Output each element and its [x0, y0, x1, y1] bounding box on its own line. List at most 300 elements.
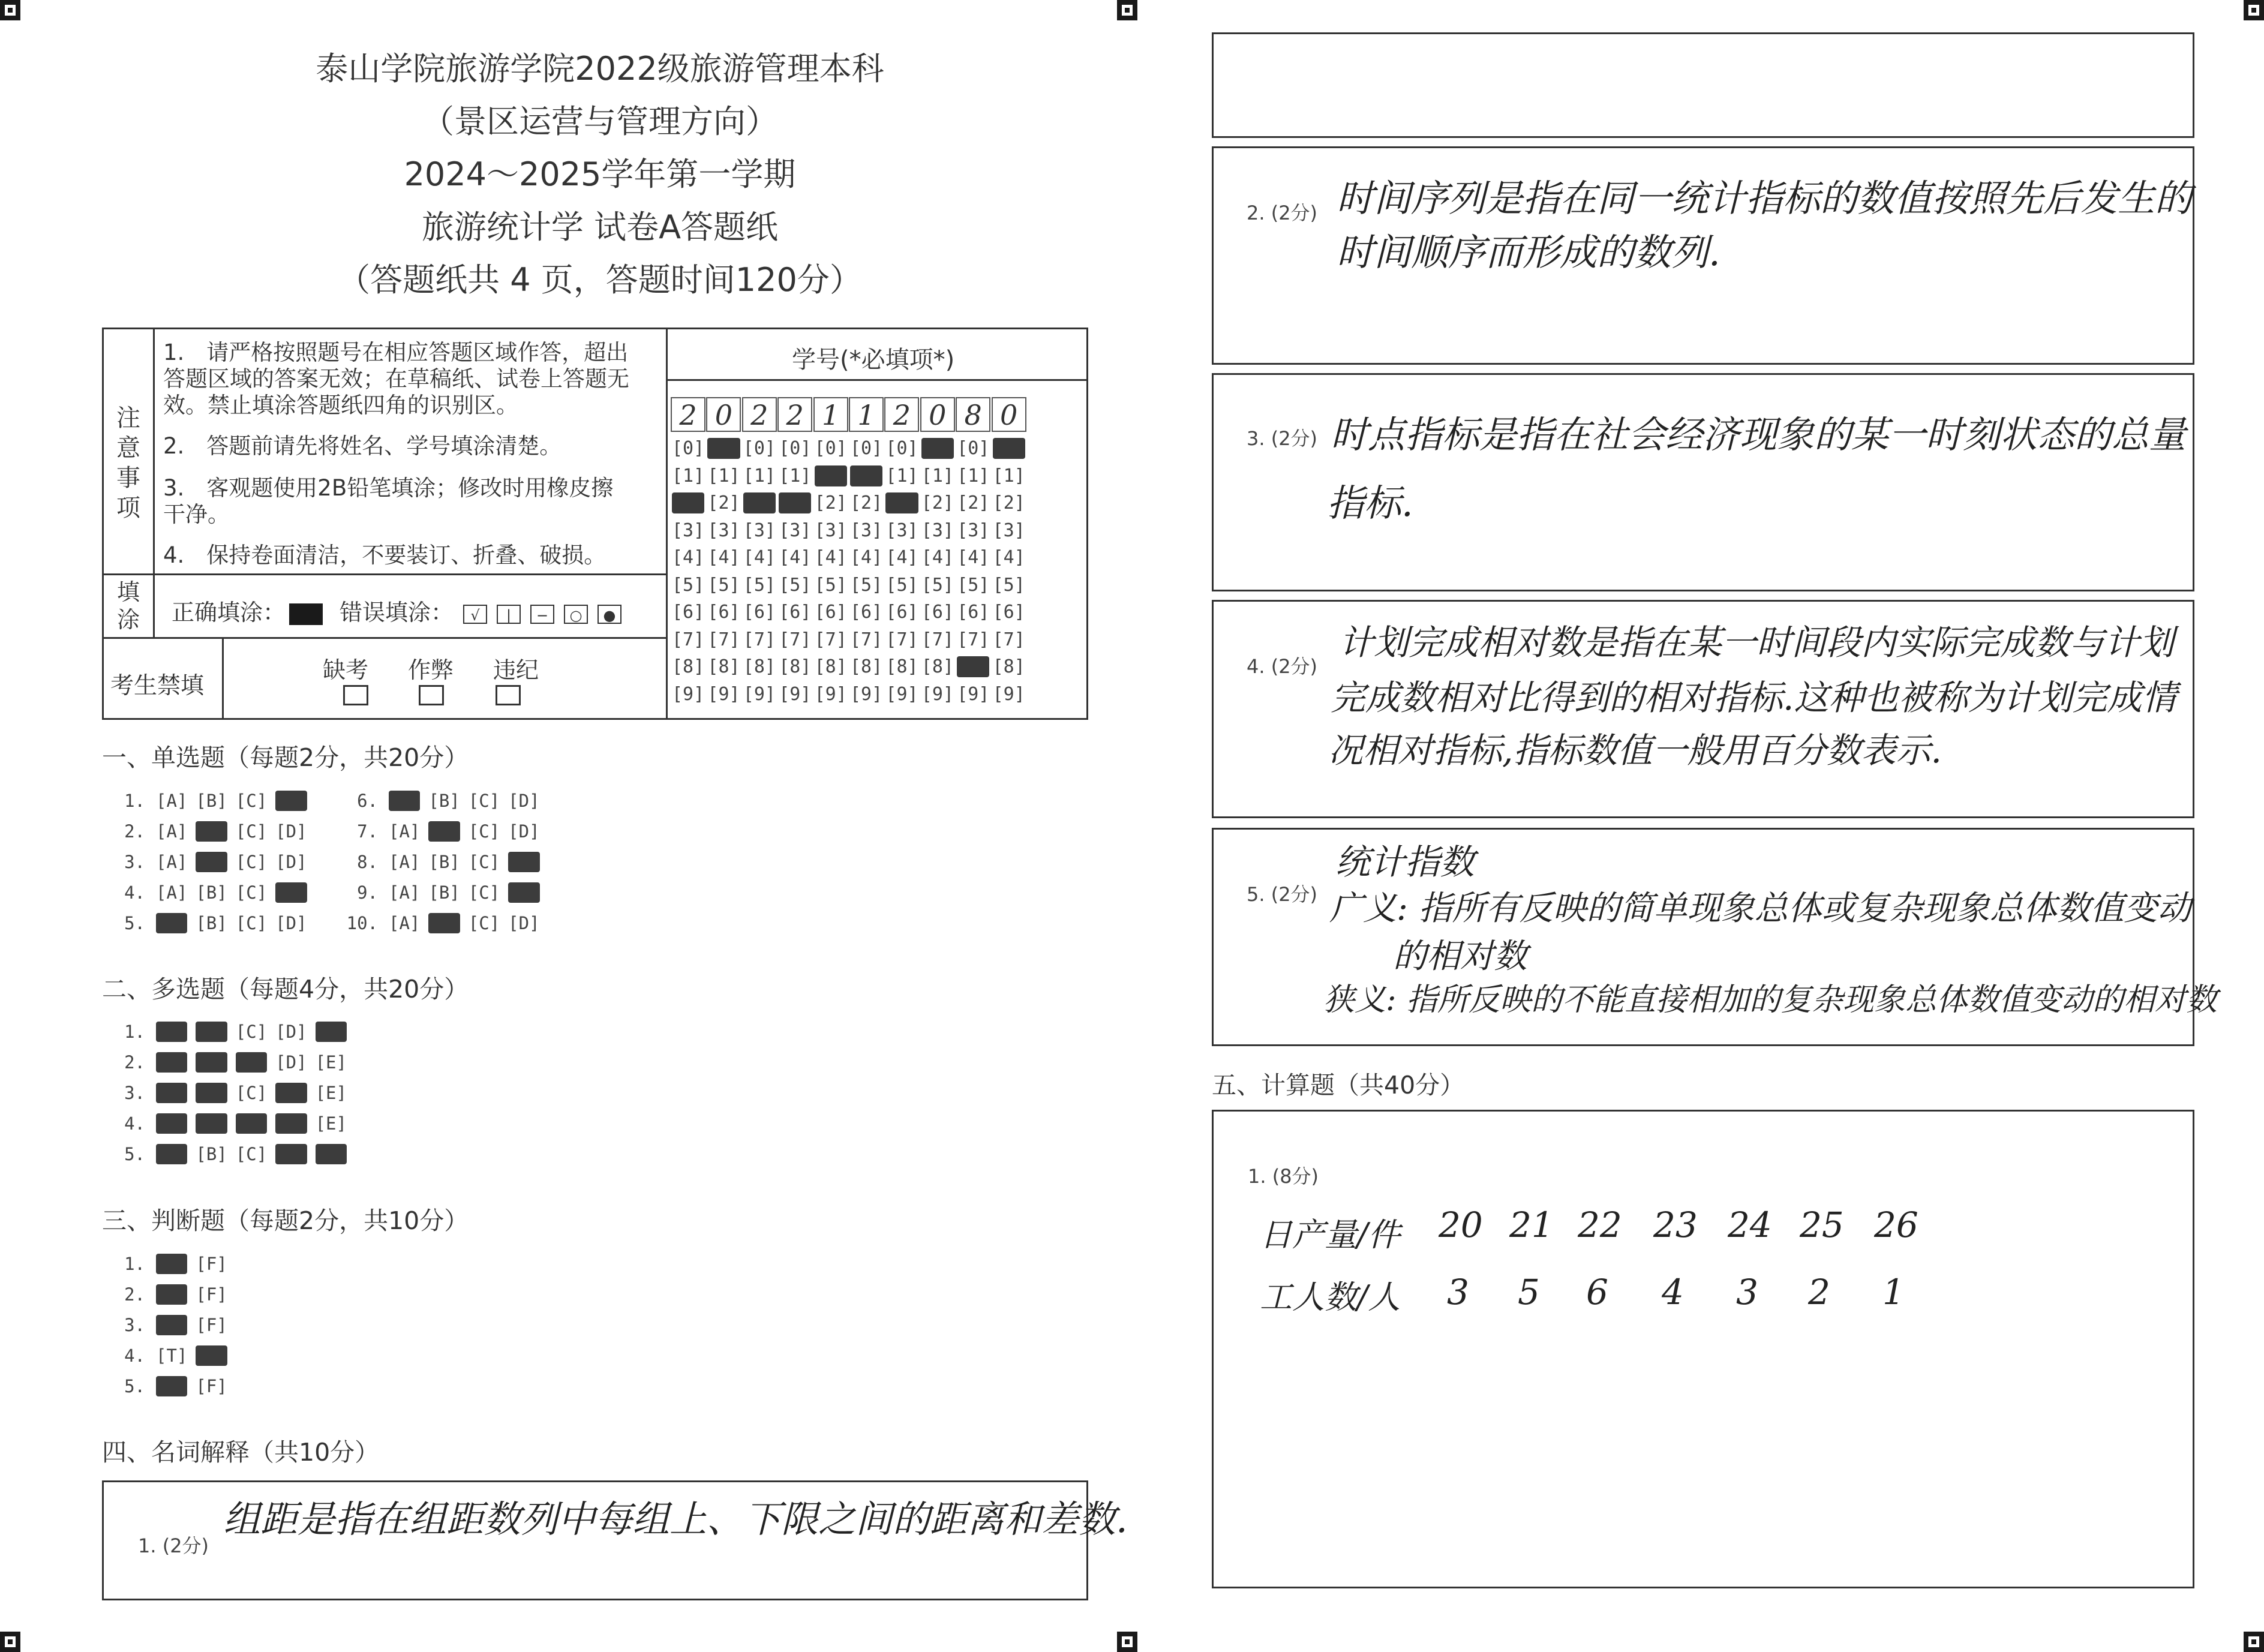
answer-bubble[interactable]: [E] [315, 1052, 347, 1073]
filled-bubble[interactable] [957, 656, 989, 677]
student-id-digit: 2 [884, 397, 919, 432]
fill-label: 填涂 [116, 579, 140, 633]
empty-bubble[interactable]: [6] [779, 602, 812, 623]
question-row [344, 791, 548, 811]
empty-bubble[interactable]: [9] [707, 683, 740, 705]
cheat-checkbox[interactable] [419, 685, 444, 705]
filled-answer-bubble[interactable] [156, 1083, 187, 1103]
dot-icon: ● [597, 605, 621, 624]
filled-bubble[interactable] [743, 492, 776, 513]
empty-bubble[interactable]: [7] [672, 629, 705, 650]
empty-bubble[interactable]: [4] [957, 547, 990, 568]
handwritten-answer: 时间序列是指在同一统计指标的数值按照先后发生的 [1337, 176, 2193, 220]
table-cell: 26 [1874, 1205, 1918, 1245]
filled-answer-bubble[interactable] [196, 821, 227, 842]
filled-answer-bubble[interactable] [389, 791, 420, 811]
empty-bubble[interactable]: [1] [743, 465, 776, 486]
answer-bubble[interactable]: [C] [235, 821, 268, 842]
question-number: 2. [124, 1284, 145, 1305]
answer-bubble[interactable]: [E] [315, 1083, 347, 1103]
answer-bubble[interactable]: [D] [508, 821, 540, 842]
notice-item-4: 4. 保持卷面清洁，不要装订、折叠、破损。 [163, 542, 606, 568]
answer-bubble[interactable]: [C] [235, 1083, 268, 1103]
wrong-fill-label: 错误填涂： [340, 599, 454, 626]
handwritten-answer: 统计指数 [1335, 842, 1475, 882]
handwritten-answer: 组距是指在组距数列中每组上、下限之间的距离和差数. [223, 1497, 1128, 1541]
filled-bubble[interactable] [850, 465, 882, 486]
empty-bubble[interactable]: [2] [921, 492, 954, 513]
empty-bubble[interactable]: [9] [743, 683, 776, 705]
handwritten-answer: 指标. [1327, 481, 1413, 525]
filled-answer-bubble[interactable] [156, 1113, 187, 1134]
question-number: 6. [357, 791, 378, 811]
empty-bubble[interactable]: [9] [672, 683, 705, 705]
answer-bubble[interactable]: [F] [196, 1254, 227, 1274]
section-multi-choice-title: 二、多选题（每题4分，共20分） [102, 975, 469, 1004]
empty-bubble[interactable]: [6] [921, 602, 954, 623]
filled-bubble[interactable] [707, 438, 740, 459]
empty-bubble[interactable]: [7] [921, 629, 954, 650]
empty-bubble[interactable]: [6] [850, 602, 883, 623]
answer-bubble[interactable]: [D] [275, 1052, 307, 1073]
filled-answer-bubble[interactable] [196, 1083, 227, 1103]
question-number: 8. [357, 852, 378, 872]
divider [102, 573, 666, 575]
empty-bubble[interactable]: [7] [814, 629, 847, 650]
filled-answer-bubble[interactable] [196, 1113, 227, 1134]
answer-bubble[interactable]: [T] [156, 1345, 188, 1366]
filled-answer-bubble[interactable] [156, 1254, 187, 1274]
empty-bubble[interactable]: [2] [957, 492, 990, 513]
corner-mark-top-left [0, 0, 20, 20]
filled-bubble[interactable] [921, 438, 954, 459]
divider [102, 637, 666, 639]
question-number: 4. [124, 882, 145, 903]
question-number: 5. [124, 913, 145, 933]
empty-bubble[interactable]: [8] [921, 656, 954, 677]
empty-bubble[interactable]: [9] [885, 683, 918, 705]
question-number: 1. [124, 1022, 145, 1042]
empty-bubble[interactable]: [3] [992, 519, 1025, 541]
answer-bubble[interactable]: [D] [275, 913, 307, 933]
answer-bubble[interactable]: [D] [275, 1022, 307, 1042]
question-row [112, 821, 316, 842]
empty-bubble[interactable]: [3] [814, 519, 847, 541]
filled-bubble[interactable] [993, 438, 1025, 459]
table-cell: 22 [1578, 1205, 1622, 1245]
question-number: 1. [124, 791, 145, 811]
question-number: 5. (2分) [1247, 883, 1318, 906]
answer-bubble[interactable]: [F] [196, 1315, 227, 1335]
filled-answer-bubble[interactable] [156, 1315, 187, 1335]
empty-bubble[interactable]: [9] [779, 683, 812, 705]
student-id-digit: 1 [813, 397, 848, 432]
question-row [112, 1315, 236, 1335]
empty-bubble[interactable]: [4] [885, 547, 918, 568]
empty-bubble[interactable]: [8] [885, 656, 918, 677]
question-row [112, 1113, 355, 1134]
answer-bubble[interactable]: [A] [389, 882, 421, 903]
filled-bubble[interactable] [672, 492, 704, 513]
table-cell: 3 [1736, 1272, 1758, 1312]
empty-bubble[interactable]: [9] [957, 683, 990, 705]
filled-answer-bubble[interactable] [275, 1113, 307, 1134]
wrong-fill-example [340, 594, 621, 627]
empty-bubble[interactable]: [6] [743, 602, 776, 623]
empty-bubble[interactable]: [7] [707, 629, 740, 650]
answer-bubble[interactable]: [D] [275, 821, 307, 842]
question-number: 4. [124, 1345, 145, 1366]
filled-answer-bubble[interactable] [196, 852, 227, 872]
question-number: 5. [124, 1144, 145, 1164]
empty-bubble[interactable]: [2] [814, 492, 847, 513]
empty-bubble[interactable]: [7] [743, 629, 776, 650]
empty-bubble[interactable]: [0] [672, 438, 705, 459]
question-number: 10. [346, 913, 378, 933]
empty-bubble[interactable]: [2] [707, 492, 740, 513]
answer-bubble[interactable]: [C] [235, 791, 268, 811]
filled-answer-bubble[interactable] [316, 1022, 347, 1042]
table-cell: 20 [1439, 1205, 1483, 1245]
student-id-digit: 0 [706, 397, 741, 432]
answer-bubble[interactable]: [C] [468, 852, 500, 872]
table-cell: 5 [1518, 1272, 1540, 1312]
correct-fill-example [172, 594, 323, 627]
empty-bubble[interactable]: [8] [992, 656, 1025, 677]
empty-bubble[interactable]: [0] [814, 438, 847, 459]
notice-label: 注意事项 [116, 404, 140, 522]
question-row [112, 1284, 236, 1305]
question-number: 3. [124, 1315, 145, 1335]
filled-answer-bubble[interactable] [428, 913, 460, 933]
empty-bubble[interactable]: [8] [850, 656, 883, 677]
answer-bubble[interactable]: [A] [389, 913, 421, 933]
empty-bubble[interactable]: [4] [707, 547, 740, 568]
handwritten-answer: 广义: 指所有反映的简单现象总体或复杂现象总体数值变动 [1329, 889, 2191, 928]
empty-bubble[interactable]: [8] [743, 656, 776, 677]
dash-icon: − [530, 605, 554, 624]
question-row [112, 882, 316, 903]
empty-bubble[interactable]: [5] [814, 574, 847, 596]
table-cell: 3 [1447, 1272, 1469, 1312]
handwritten-answer: 况相对指标,指标数值一般用百分数表示. [1328, 730, 1942, 771]
empty-bubble[interactable]: [0] [850, 438, 883, 459]
divider [666, 379, 1088, 381]
filled-answer-bubble[interactable] [196, 1022, 227, 1042]
proctor-cheat-label: 作弊 [408, 657, 454, 683]
filled-answer-bubble[interactable] [156, 1284, 187, 1305]
question-row [112, 1376, 236, 1396]
question-row [344, 821, 548, 842]
answer-bubble[interactable]: [C] [235, 882, 268, 903]
filled-answer-bubble[interactable] [156, 1144, 187, 1164]
empty-bubble[interactable]: [6] [885, 602, 918, 623]
empty-bubble[interactable]: [3] [885, 519, 918, 541]
answer-bubble[interactable]: [A] [156, 821, 188, 842]
calculation-answer-box-1[interactable] [1212, 1110, 2194, 1588]
table-cell: 24 [1728, 1205, 1772, 1245]
question-number: 5. [124, 1376, 145, 1396]
filled-answer-bubble[interactable] [275, 791, 307, 811]
empty-bubble[interactable]: [5] [957, 574, 990, 596]
empty-bubble[interactable]: [5] [885, 574, 918, 596]
empty-bubble[interactable]: [1] [779, 465, 812, 486]
section-true-false-title: 三、判断题（每题2分，共10分） [102, 1206, 469, 1235]
answer-bubble[interactable]: [C] [235, 1022, 268, 1042]
section-term-explain-title: 四、名词解释（共10分） [102, 1438, 380, 1467]
filled-answer-bubble[interactable] [196, 1345, 227, 1366]
question-row [112, 913, 316, 933]
question-row [112, 791, 316, 811]
filled-bubble[interactable] [815, 465, 847, 486]
answer-bubble[interactable]: [C] [235, 913, 268, 933]
answer-bubble[interactable]: [C] [235, 1144, 268, 1164]
empty-bubble[interactable]: [5] [992, 574, 1025, 596]
question-number: 4. [124, 1113, 145, 1134]
empty-bubble[interactable]: [7] [885, 629, 918, 650]
corner-mark-top-right [2244, 0, 2264, 20]
filled-answer-bubble[interactable] [275, 1144, 307, 1164]
table-row-label: 工人数/人 [1260, 1278, 1401, 1316]
student-id-digit: 2 [742, 397, 777, 432]
correct-fill-label: 正确填涂： [172, 599, 286, 626]
title-line-5: （答题纸共 4 页，答题时间120分） [338, 261, 862, 299]
question-number: 4. (2分) [1247, 655, 1318, 678]
filled-answer-bubble[interactable] [428, 821, 460, 842]
empty-bubble[interactable]: [1] [885, 465, 918, 486]
empty-bubble[interactable]: [8] [672, 656, 705, 677]
question-row [112, 1254, 236, 1274]
student-id-digit: 2 [777, 397, 812, 432]
empty-bubble[interactable]: [7] [957, 629, 990, 650]
answer-bubble[interactable]: [F] [196, 1376, 227, 1396]
question-number: 1. [124, 1254, 145, 1274]
handwritten-answer: 狭义: 指所反映的不能直接相加的复杂现象总体数值变动的相对数 [1323, 982, 2218, 1018]
answer-bubble[interactable]: [A] [389, 852, 421, 872]
proctor-label: 考生禁填 [110, 672, 205, 699]
empty-bubble[interactable]: [0] [885, 438, 918, 459]
filled-answer-bubble[interactable] [236, 1052, 267, 1073]
table-cell: 2 [1808, 1272, 1830, 1312]
answer-bubble[interactable]: [D] [508, 791, 540, 811]
filled-answer-bubble[interactable] [275, 1083, 307, 1103]
question-number: 7. [357, 821, 378, 842]
question-number: 2. [124, 821, 145, 842]
empty-bubble[interactable]: [8] [814, 656, 847, 677]
question-row [344, 882, 548, 903]
handwritten-answer: 时点指标是指在社会经济现象的某一时刻状态的总量 [1331, 413, 2187, 456]
table-cell: 25 [1800, 1205, 1844, 1245]
student-id-label: 学号(*必填项*) [792, 346, 955, 374]
empty-bubble[interactable]: [4] [672, 547, 705, 568]
table-cell: 21 [1509, 1205, 1554, 1245]
empty-bubble[interactable]: [9] [921, 683, 954, 705]
proctor-absent-label: 缺考 [323, 657, 369, 683]
answer-bubble[interactable]: [A] [156, 882, 188, 903]
empty-bubble[interactable]: [4] [921, 547, 954, 568]
empty-bubble[interactable]: [4] [992, 547, 1025, 568]
empty-bubble[interactable]: [1] [707, 465, 740, 486]
corner-mark-bottom-center [1117, 1632, 1137, 1652]
question-number: 2. (2分) [1247, 202, 1318, 224]
empty-bubble[interactable]: [6] [672, 602, 705, 623]
empty-bubble[interactable]: [2] [992, 492, 1025, 513]
title-line-2: （景区运营与管理方向） [422, 103, 778, 140]
filled-answer-bubble[interactable] [508, 852, 539, 872]
empty-bubble[interactable]: [4] [814, 547, 847, 568]
answer-box-continuation[interactable] [1212, 32, 2194, 138]
handwritten-answer: 时间顺序而形成的数列. [1337, 230, 1720, 274]
empty-bubble[interactable]: [3] [957, 519, 990, 541]
answer-bubble[interactable]: [B] [196, 791, 227, 811]
handwritten-answer: 的相对数 [1393, 937, 1527, 976]
question-number: 3. [124, 1083, 145, 1103]
notice-item-2: 2. 答题前请先将姓名、学号填涂清楚。 [163, 433, 562, 459]
filled-bubble[interactable] [779, 492, 811, 513]
answer-bubble[interactable]: [B] [428, 791, 460, 811]
question-row [112, 1083, 355, 1103]
filled-box-icon [289, 603, 323, 625]
empty-bubble[interactable]: [4] [743, 547, 776, 568]
filled-answer-bubble[interactable] [236, 1113, 267, 1134]
empty-bubble[interactable]: [8] [707, 656, 740, 677]
empty-bubble[interactable]: [3] [672, 519, 705, 541]
empty-bubble[interactable]: [6] [707, 602, 740, 623]
filled-answer-bubble[interactable] [275, 882, 307, 903]
empty-bubble[interactable]: [3] [779, 519, 812, 541]
empty-bubble[interactable]: [1] [672, 465, 705, 486]
empty-bubble[interactable]: [2] [850, 492, 883, 513]
vertical-bar-icon: | [497, 605, 521, 624]
question-row [112, 1022, 355, 1042]
question-row [344, 852, 548, 872]
empty-bubble[interactable]: [1] [921, 465, 954, 486]
empty-bubble[interactable]: [3] [850, 519, 883, 541]
empty-bubble[interactable]: [9] [992, 683, 1025, 705]
filled-answer-bubble[interactable] [508, 882, 539, 903]
empty-bubble[interactable]: [5] [707, 574, 740, 596]
answer-bubble[interactable]: [F] [196, 1284, 227, 1305]
empty-bubble[interactable]: [5] [921, 574, 954, 596]
question-number: 1. (2分) [138, 1534, 209, 1557]
student-id-digit: 8 [956, 397, 990, 432]
question-number: 3. [124, 852, 145, 872]
filled-answer-bubble[interactable] [156, 913, 187, 933]
question-row [112, 1144, 355, 1164]
empty-bubble[interactable]: [3] [921, 519, 954, 541]
question-number: 2. [124, 1052, 145, 1073]
filled-answer-bubble[interactable] [156, 1376, 187, 1396]
student-id-digit: 1 [849, 397, 884, 432]
empty-bubble[interactable]: [9] [814, 683, 847, 705]
empty-bubble[interactable]: [4] [779, 547, 812, 568]
empty-bubble[interactable]: [7] [850, 629, 883, 650]
circle-icon: ○ [564, 605, 588, 624]
question-row [112, 1052, 355, 1073]
empty-bubble[interactable]: [5] [672, 574, 705, 596]
section-calculation-title: 五、计算题（共40分） [1212, 1071, 1465, 1100]
filled-bubble[interactable] [885, 492, 918, 513]
empty-bubble[interactable]: [6] [992, 602, 1025, 623]
answer-bubble[interactable]: [D] [275, 852, 307, 872]
empty-bubble[interactable]: [3] [743, 519, 776, 541]
empty-bubble[interactable]: [5] [779, 574, 812, 596]
empty-bubble[interactable]: [6] [814, 602, 847, 623]
answer-bubble[interactable]: [C] [468, 791, 500, 811]
answer-bubble[interactable]: [C] [468, 882, 500, 903]
title-line-3: 2024～2025学年第一学期 [404, 155, 796, 193]
question-row [344, 913, 548, 933]
answer-bubble[interactable]: [B] [196, 1144, 227, 1164]
empty-bubble[interactable]: [0] [743, 438, 776, 459]
handwritten-answer: 完成数相对比得到的相对指标.这种也被称为计划完成情 [1331, 677, 2177, 718]
answer-bubble[interactable]: [A] [389, 821, 421, 842]
table-cell: 1 [1882, 1272, 1905, 1312]
filled-answer-bubble[interactable] [156, 1022, 187, 1042]
answer-bubble[interactable]: [B] [196, 913, 227, 933]
answer-bubble[interactable]: [A] [156, 791, 188, 811]
empty-bubble[interactable]: [0] [957, 438, 990, 459]
empty-bubble[interactable]: [1] [957, 465, 990, 486]
divider [666, 328, 668, 720]
corner-mark-bottom-right [2244, 1632, 2264, 1652]
answer-bubble[interactable]: [C] [468, 821, 500, 842]
empty-bubble[interactable]: [5] [850, 574, 883, 596]
filled-answer-bubble[interactable] [316, 1144, 347, 1164]
divider [153, 573, 155, 637]
answer-bubble[interactable]: [C] [468, 913, 500, 933]
empty-bubble[interactable]: [0] [779, 438, 812, 459]
question-row [112, 852, 316, 872]
answer-bubble[interactable]: [B] [428, 882, 460, 903]
table-cell: 4 [1662, 1272, 1684, 1312]
empty-bubble[interactable]: [5] [743, 574, 776, 596]
student-id-digit: 0 [992, 397, 1026, 432]
answer-bubble[interactable]: [D] [508, 913, 540, 933]
absent-checkbox[interactable] [343, 685, 368, 705]
table-cell: 6 [1586, 1272, 1608, 1312]
empty-bubble[interactable]: [9] [850, 683, 883, 705]
divider [153, 328, 155, 573]
student-id-digit: 2 [671, 397, 705, 432]
divider [222, 637, 224, 720]
empty-bubble[interactable]: [4] [850, 547, 883, 568]
violation-checkbox[interactable] [496, 685, 521, 705]
proctor-violation-label: 违纪 [493, 657, 539, 683]
answer-bubble[interactable]: [E] [315, 1113, 347, 1134]
answer-bubble[interactable]: [A] [156, 852, 188, 872]
empty-bubble[interactable]: [1] [992, 465, 1025, 486]
empty-bubble[interactable]: [7] [992, 629, 1025, 650]
answer-bubble[interactable]: [B] [428, 852, 460, 872]
corner-mark-top-center [1117, 0, 1137, 20]
empty-bubble[interactable]: [8] [779, 656, 812, 677]
empty-bubble[interactable]: [3] [707, 519, 740, 541]
check-mark-icon: √ [463, 605, 487, 624]
handwritten-answer: 计划完成相对数是指在某一时间段内实际完成数与计划 [1339, 622, 2175, 663]
filled-answer-bubble[interactable] [156, 1052, 187, 1073]
table-row-label: 日产量/件 [1260, 1216, 1401, 1254]
corner-mark-bottom-left [0, 1632, 20, 1652]
answer-bubble[interactable]: [C] [235, 852, 268, 872]
question-number: 1. (8分) [1248, 1165, 1319, 1188]
answer-bubble[interactable]: [B] [196, 882, 227, 903]
filled-answer-bubble[interactable] [196, 1052, 227, 1073]
empty-bubble[interactable]: [7] [779, 629, 812, 650]
title-line-1: 泰山学院旅游学院2022级旅游管理本科 [316, 50, 884, 88]
empty-bubble[interactable]: [6] [957, 602, 990, 623]
title-line-4: 旅游统计学 试卷A答题纸 [421, 208, 779, 246]
